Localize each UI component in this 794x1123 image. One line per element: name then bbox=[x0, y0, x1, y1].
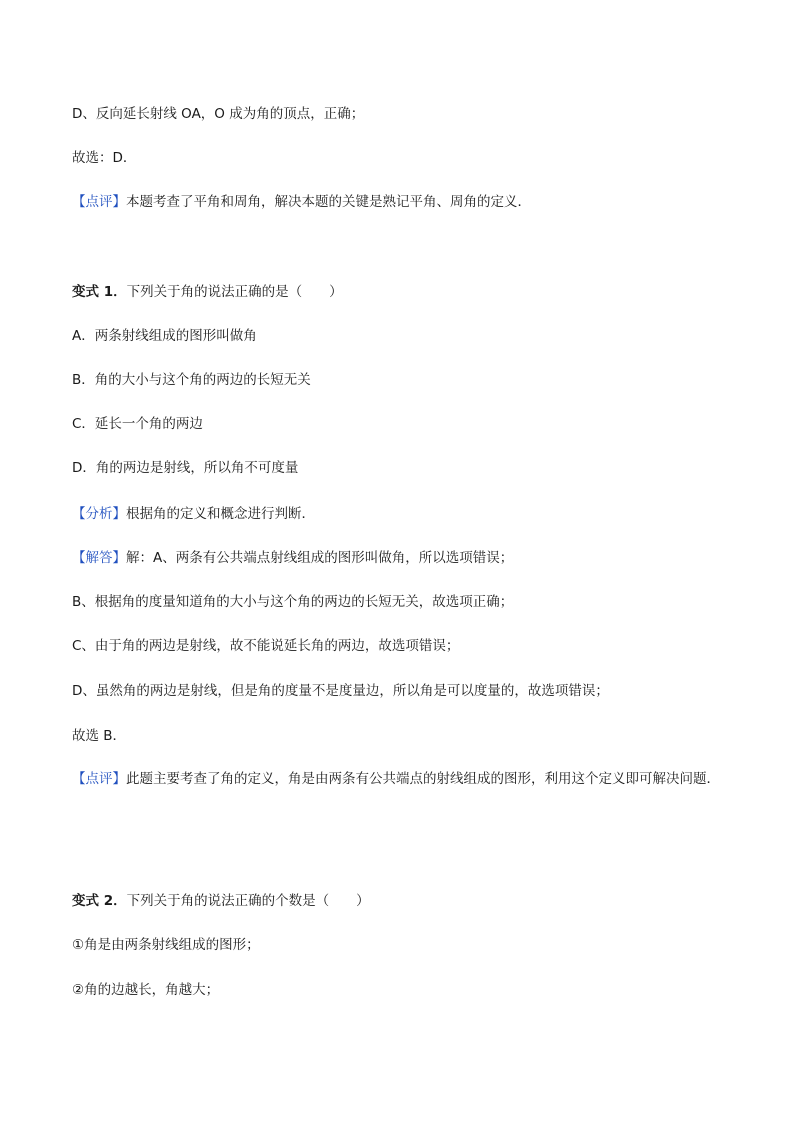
variant-label: 变式 2． bbox=[72, 893, 127, 909]
answer-c: C、由于角的两边是射线，故不能说延长角的两边，故选项错误； bbox=[72, 638, 460, 654]
option-b: B．角的大小与这个角的两边的长短无关 bbox=[72, 372, 311, 388]
review-text: 本题考查了平角和周角，解决本题的关键是熟记平角、周角的定义． bbox=[126, 194, 531, 210]
text-line: D、反向延长射线 OA，O 成为角的顶点，正确； bbox=[72, 106, 365, 122]
review-paragraph bbox=[72, 766, 728, 792]
text-line: 故选：D． bbox=[72, 150, 137, 166]
review-text: 此题主要考查了角的定义，角是由两条有公共端点的射线组成的图形，利用这个定义即可解决问题． bbox=[126, 771, 720, 787]
question-1-title bbox=[72, 282, 732, 302]
question-text: 下列关于角的说法正确的是（ ） bbox=[126, 284, 343, 300]
option-c: C．延长一个角的两边 bbox=[72, 416, 203, 432]
question-text: 下列关于角的说法正确的个数是（ ） bbox=[126, 893, 370, 909]
question-2-title bbox=[72, 891, 732, 911]
review-line bbox=[72, 192, 732, 212]
answer-text: 解：A、两条有公共端点射线组成的图形叫做角，所以选项错误； bbox=[126, 550, 514, 566]
option-a: A．两条射线组成的图形叫做角 bbox=[72, 328, 257, 344]
analysis-text: 根据角的定义和概念进行判断． bbox=[126, 506, 315, 522]
choice-line: 故选 B． bbox=[72, 728, 127, 744]
analysis-line bbox=[72, 504, 732, 524]
answer-d: D、虽然角的两边是射线，但是角的度量不是度量边，所以角是可以度量的，故选项错误； bbox=[72, 683, 609, 699]
statement-2: ②角的边越长，角越大； bbox=[72, 982, 220, 998]
analysis-tag: 【分析】 bbox=[72, 506, 126, 522]
review-tag: 【点评】 bbox=[72, 194, 126, 210]
option-d: D．角的两边是射线，所以角不可度量 bbox=[72, 460, 299, 476]
statement-1: ①角是由两条射线组成的图形； bbox=[72, 937, 260, 953]
answer-line bbox=[72, 548, 732, 568]
review-tag: 【点评】 bbox=[72, 771, 126, 787]
variant-label: 变式 1． bbox=[72, 284, 127, 300]
answer-tag: 【解答】 bbox=[72, 550, 126, 566]
answer-b: B、根据角的度量知道角的大小与这个角的两边的长短无关，故选项正确； bbox=[72, 594, 514, 610]
